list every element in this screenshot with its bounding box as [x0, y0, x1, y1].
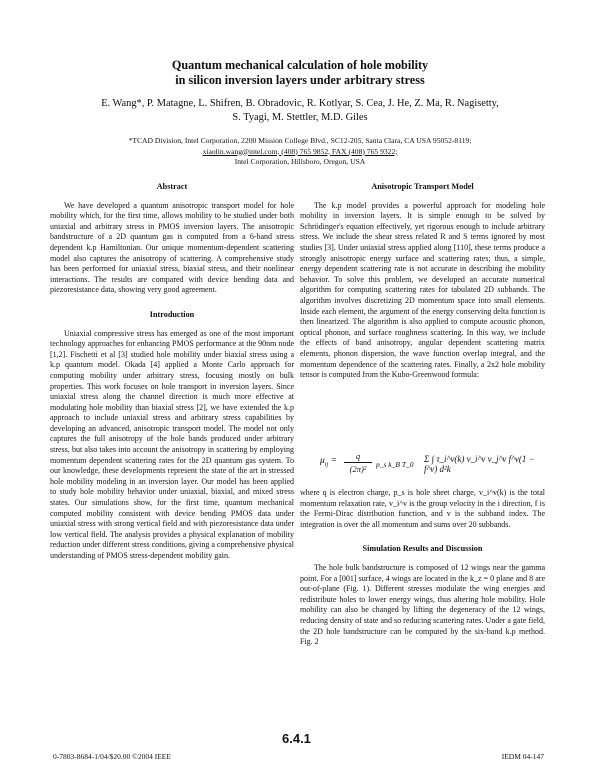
- transport-heading: Anisotropic Transport Model: [371, 182, 474, 191]
- page-footer: IEDM 04-147: [501, 752, 544, 761]
- introduction-text: Uniaxial compressive stress has emerged as one of the most important technology approaches for enhancing PMOS performance at the 90nm node [1,2]. Fischetti et al [3] studied hole mobility under biaxial stress using a k.p quantum model. Okada [4] applied a Monte Carlo approach for computing mobility under arbitrary stress, focusing mostly on bulk properties. This work focuses on hole transport in inversion layers. Since uniaxial stress along the channel direction is much more effective at modulating hole mobility than biaxial stress [2], we have extended the k.p approach to include uniaxial stress and arbitrary stress capabilities by developing an advanced, anisotropic transport model. The model not only captures the full anisotropy of the hole bands produced under arbitrary stress, but also takes into account the anisotropy in scattering by employing momentum dependent scattering rates for the 2D quantum gas system. To our knowledge, these developments represent the state of the art in stressed hole mobility modeling in an inversion layer. Our model has been applied to study hole mobility behavior under uniaxial, biaxial, and mixed stress states. Our simulations show, for the first time, quantum mechanical computed mobility consistent with device bending PMOS data under uniaxial stress with strong vertical field and with piezoresistance data under low vertical field. The analysis provides a physical explanation of mobility reduction under different stress conditions, giving a comprehensive physical understanding of PMOS stress-dependent mobility gain.: [50, 328, 295, 560]
- authors-line-1: E. Wang*, P. Matagne, L. Shifren, B. Obradovic, R. Kotlyar, S. Cea, J. He, Z. Ma, R. Nagisetty,: [101, 98, 499, 109]
- session-number: 6.4.1: [282, 731, 311, 746]
- contact-email[interactable]: xiaolin.wang@intel.com, (408) 765 9852, FAX (408) 765 9322;: [202, 146, 398, 156]
- right-column-continued: [300, 488, 545, 648]
- left-column: [50, 182, 294, 562]
- kubo-greenwood-equation: [320, 450, 545, 482]
- copyright-footer: 0-7803-8684-1/04/$20.00 ©2004 IEEE: [53, 752, 171, 761]
- eq-lhs: $\mu_{ij}$ =: [320, 456, 337, 468]
- eq-fraction: q (2π)²: [344, 451, 372, 474]
- authors-line-2: S. Tyagi, M. Stettler, M.D. Giles: [232, 112, 368, 123]
- simulation-heading: Simulation Results and Discussion: [362, 544, 483, 554]
- title-line-2: in silicon inversion layers under arbitrary stress: [175, 73, 425, 87]
- affiliation: [60, 136, 540, 168]
- affiliation-line-1: *TCAD Division, Intel Corporation, 2200 Mission College Blvd., SC12-205, Santa Clara, CA USA 95052-8119;: [128, 136, 472, 145]
- eq-denominator-terms: p_s k_B T_0: [376, 460, 414, 469]
- abstract-heading: Abstract: [156, 182, 188, 191]
- transport-text: The k.p model provides a powerful approach for modeling hole mobility in inversion layers. It is simple enough to be solved by Schrödinger's equation effectively, yet rigorous enough to include arbitrary stress. We include the shear stress related R and S terms ignored by most studies [3]. Under uniaxial stress applied along [110], these terms produce a strongly anisotropic energy surface and scattering rates; thus, a simple, energy dependent scattering rate is not accurate in describing the mobility behavior. To solve this problem, we developed an accurate numerical algorithm for computing scattering rates for tabulated 2D subbands. The algorithm involves discretizing 2D momentum space into small elements. Inside each element, the argument of the energy conserving delta function is then linearized. The algorithm is also applied to compute acoustic phonon, optical phonon, and surface roughness scattering. In this way, we include the effects of band anisotropy, angular dependent scattering matrix elements, phonon dispersion, the wave function overlap integral, and the momentum dependence of the scattering rates. Finally, a 2x2 hole mobility tensor is computed from the Kubo-Greenwood formula:: [300, 200, 545, 380]
- simulation-text: The hole bulk bandstructure is composed of 12 wings near the gamma point. For a [001] surface, 4 wings are located in the k_z = 0 plane and 8 are out-of-plane (Fig. 1). Different stresses modulate the wing energies and redistribute holes to lower energy wings, thus altering hole mobility. Hole mobility can also be changed by lifting the degeneracy of the 12 wings, reducing density of state and so reducing scattering rates. Under a gate field, the 2D hole bandstructure can be computed by the six-band k.p method. Fig. 2: [300, 562, 545, 647]
- transport-text-2: where q is electron charge, p_s is hole sheet charge, v_i^v(k) is the total momentum relaxation rate, v_i^v is the group velocity in the i direction, f is the Fermi-Dirac distribution function, and v is the subband index. The integration is over the all momentum and sums over 20 subbands.: [300, 488, 545, 529]
- paper-title: [40, 58, 560, 88]
- title-line-1: Quantum mechanical calculation of hole mobility: [171, 58, 429, 72]
- eq-integral: Σ ∫ τ_i^v(k) v_i^v v_j^v f^v(1 − f^v) d²k: [424, 454, 535, 474]
- right-column: [300, 182, 545, 381]
- abstract-text: We have developed a quantum anisotropic transport model for hole mobility which, for the first time, allows mobility to be studied under both uniaxial and arbitrary stress in PMOS inversion layers. The anisotropic bandstructure of a 2D quantum gas is computed from a 6-band stress dependent k.p Hamiltonian. Our unique momentum-dependent scattering model also captures the anisotropy of scattering. A comprehensive study has been performed for uniaxial stress, biaxial stress, and their nonlinear interactions. The results are compared with device bending data and piezoresistance data, showing very good agreement.: [50, 200, 294, 295]
- author-list: [40, 97, 560, 125]
- introduction-heading: Introduction: [149, 309, 195, 319]
- affiliation-line-3: Intel Corporation, Hillsboro, Oregon, USA: [234, 157, 366, 166]
